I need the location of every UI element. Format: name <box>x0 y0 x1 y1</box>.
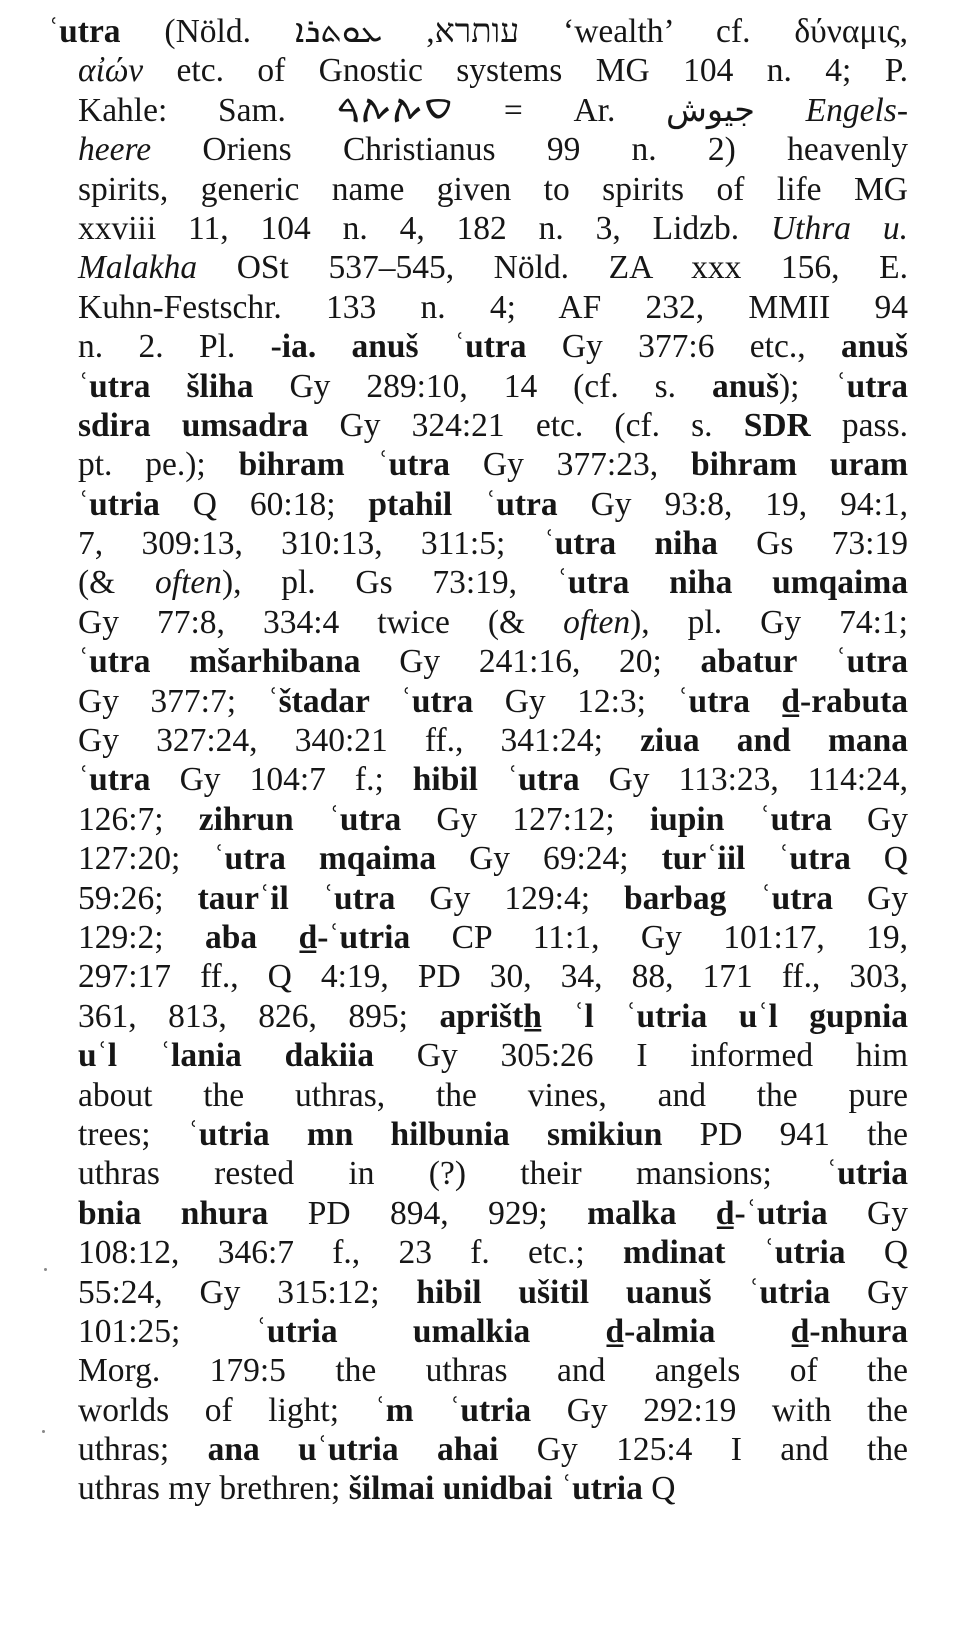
body-text: Gy 327:24, 340:21 ff., 341:24; <box>78 722 641 760</box>
entry-line <box>48 91 908 130</box>
entry-line <box>48 1469 908 1508</box>
body-text: PD 894, 929; <box>268 1194 588 1232</box>
headword-text: ʿutra <box>48 13 121 50</box>
body-text: Gy <box>827 1194 908 1232</box>
body-text: 361, 813, 826, 895; <box>78 997 440 1035</box>
headword-text: ptahil ʿutra <box>368 485 558 523</box>
entry-line <box>48 524 908 563</box>
body-text: 55:24, Gy 315:12; <box>78 1273 417 1311</box>
body-text: Gy <box>833 879 908 917</box>
entry-line <box>48 879 908 918</box>
body-text: Gy 104:7 f.; <box>150 761 413 799</box>
headword-text: abatur ʿutra <box>700 643 908 681</box>
entry-line <box>48 1076 908 1115</box>
entry-line <box>48 51 908 90</box>
entry-line <box>48 682 908 721</box>
italic-text: Uthra u. <box>770 209 908 247</box>
body-text: ); <box>779 367 836 405</box>
body-text: Q <box>845 1234 909 1272</box>
dictionary-entry <box>48 12 908 1509</box>
headword-text: ʿutria <box>78 485 160 523</box>
headword-text: malka d̲-ʿutria <box>587 1194 828 1232</box>
body-text: Gy 305:26 I informed him <box>373 1037 908 1075</box>
body-text: 7, 309:13, 310:13, 311:5; <box>78 525 544 563</box>
headword-text: ʿutra niha <box>543 525 718 563</box>
body-text: Q 60:18; <box>159 485 369 523</box>
body-text: n. 2. Pl. <box>78 328 271 366</box>
headword-text: ziua and mana <box>640 722 908 760</box>
headword-text: turʿiil ʿutra <box>661 840 851 878</box>
entry-line <box>48 130 908 169</box>
entry-line <box>48 760 908 799</box>
body-text: 127:20; <box>78 840 214 878</box>
headword-text: hibil ušitil uanuš ʿutria <box>416 1273 831 1311</box>
body-text: 108:12, 346:7 f., 23 f. etc.; <box>78 1234 624 1272</box>
body-text: 297:17 ff., Q 4:19, PD 30, 34, 88, 171 ff., 303, <box>78 958 908 996</box>
body-text: etc. of Gnostic systems MG 104 n. 4; P. <box>143 52 908 90</box>
entry-line <box>48 1312 908 1351</box>
body-text: Gy 289:10, 14 (cf. s. <box>253 367 712 405</box>
headword-text: ʿm ʿutria <box>374 1391 532 1429</box>
body-text: (& <box>78 564 155 602</box>
entry-line <box>48 406 908 445</box>
headword-text: uʿl ʿlania dakiia <box>78 1037 374 1075</box>
entry-line <box>48 800 908 839</box>
headword-text: bnia nhura <box>78 1194 269 1232</box>
body-text: Q <box>642 1470 676 1508</box>
body-text: trees; <box>78 1115 188 1153</box>
body-text: Gy 127:12; <box>401 800 650 838</box>
body-text: Gy 113:23, 114:24, <box>579 761 908 799</box>
body-text: Gy 77:8, 334:4 twice (& <box>78 603 564 641</box>
body-text: Gy <box>831 800 909 838</box>
headword-text: zihrun ʿutra <box>198 800 402 838</box>
entry-line <box>48 1154 908 1193</box>
headword-text: hibil ʿutra <box>412 761 580 799</box>
entry-line <box>48 1036 908 1075</box>
headword-text: ʿutria mn hilbunia smikiun <box>187 1115 663 1153</box>
body-text: OSt 537–545, Nöld. ZA xxx 156, E. <box>197 249 908 287</box>
body-text: 101:25; <box>78 1312 256 1350</box>
headword-text: ana uʿutria ahai <box>207 1431 499 1469</box>
italic-text: often <box>563 603 631 641</box>
headword-text: ʿutra <box>835 367 908 405</box>
body-text: Gy 241:16, 20; <box>360 643 701 681</box>
body-text: pt. pe.); <box>78 446 239 484</box>
entry-line <box>48 485 908 524</box>
body-text: Gy 129:4; <box>395 879 625 917</box>
body-text: Morg. 179:5 the uthras and angels of the <box>78 1352 908 1390</box>
headword-text: taurʿil ʿutra <box>197 879 396 917</box>
headword-text: ʿutra mqaima <box>213 840 437 878</box>
body-text: about the uthras, the vines, and the pure <box>78 1076 908 1114</box>
headword-text: bihram ʿutra <box>238 446 451 484</box>
body-text: Gy 377:6 etc., <box>526 328 841 366</box>
body-text: Oriens Christianus 99 n. 2) heavenly <box>151 131 908 169</box>
body-text: Gy 324:21 etc. (cf. s. <box>308 406 744 444</box>
headword-text: ʿutra <box>78 761 151 799</box>
headword-text: bihram uram <box>690 446 909 484</box>
headword-text: iupin ʿutra <box>649 800 832 838</box>
headword-text: aba d̲-ʿutria <box>205 918 411 956</box>
headword-text: anuš <box>711 367 780 405</box>
body-text: Kuhn-Festschr. 133 n. 4; AF 232, MMII 94 <box>78 288 908 326</box>
entry-line <box>48 1233 908 1272</box>
entry-line <box>48 1273 908 1312</box>
entry-line <box>48 603 908 642</box>
entry-line <box>48 1430 908 1469</box>
body-text: uthras; <box>78 1431 208 1469</box>
headword-text: ʿutra mšarhibana <box>78 643 361 681</box>
entry-line <box>48 997 908 1036</box>
body-text: Gy <box>830 1273 908 1311</box>
headword-text: -ia. <box>270 328 317 366</box>
entry-line <box>48 12 908 51</box>
italic-text: often <box>154 564 222 602</box>
headword-text: ʿštadar ʿutra <box>267 682 474 720</box>
body-text: PD 941 the <box>662 1115 909 1153</box>
italic-text: Engels- <box>805 91 908 129</box>
body-text <box>316 328 351 365</box>
italic-text: αἰών <box>78 52 144 90</box>
entry-line <box>48 642 908 681</box>
body-text: uthras rested in (?) their mansions; <box>78 1155 827 1193</box>
body-text: Gy 69:24; <box>436 840 662 878</box>
entry-line <box>48 170 908 209</box>
body-text: ), pl. Gy 74:1; <box>630 603 908 641</box>
entry-line <box>48 288 908 327</box>
body-text: 129:2; <box>78 918 206 956</box>
entry-line <box>48 563 908 602</box>
body-text: 59:26; <box>78 879 198 917</box>
italic-text: Malakha <box>78 249 198 287</box>
body-text: uthras my brethren; <box>78 1470 349 1508</box>
entry-line <box>48 1194 908 1233</box>
headword-text: aprišth̲ ʿl ʿutria uʿl gupnia <box>439 997 909 1035</box>
scan-speck <box>44 1268 47 1271</box>
body-text: worlds of light; <box>78 1391 375 1429</box>
headword-text: anuš ʿutra <box>351 328 527 366</box>
body-text: Gy 377:23, <box>450 446 691 484</box>
headword-text: mdinat ʿutria <box>623 1234 846 1272</box>
headword-text: SDR <box>743 406 811 444</box>
body-text: Gy 12:3; <box>473 682 678 720</box>
body-text: pass. <box>810 406 908 444</box>
entry-line <box>48 327 908 366</box>
body-text: 126:7; <box>78 800 199 838</box>
headword-text: šilmai unidbai ʿutria <box>348 1470 643 1508</box>
entry-line <box>48 1391 908 1430</box>
headword-text: ʿutria <box>826 1155 908 1193</box>
entry-line <box>48 1351 908 1390</box>
headword-text: ʿutra niha umqaima <box>556 564 909 602</box>
entry-line <box>48 957 908 996</box>
entry-line <box>48 918 908 957</box>
headword-text: barbag ʿutra <box>624 879 833 917</box>
body-text: spirits, generic name given to spirits of life MG <box>78 170 908 208</box>
body-text: xxviii 11, 104 n. 4, 182 n. 3, Lidzb. <box>78 209 771 247</box>
entry-line <box>48 1115 908 1154</box>
entry-line <box>48 209 908 248</box>
scan-speck <box>42 1430 45 1433</box>
headword-text: anuš <box>840 328 908 366</box>
headword-text: sdira umsadra <box>78 406 309 444</box>
italic-text: heere <box>78 131 152 169</box>
body-text: Gs 73:19 <box>717 525 908 563</box>
entry-line <box>48 445 908 484</box>
body-text: Gy 292:19 with the <box>531 1391 908 1429</box>
headword-text: ʿutria umalkia d̲-almia d̲-nhura <box>255 1312 908 1350</box>
entry-line <box>48 367 908 406</box>
headword-text: ʿutra šliha <box>78 367 254 405</box>
body-text: ), pl. Gs 73:19, <box>221 564 557 602</box>
body-text: Gy 125:4 I and the <box>498 1431 908 1469</box>
body-text: CP 11:1, Gy 101:17, 19, <box>410 918 908 956</box>
body-text: Gy 377:7; <box>78 682 268 720</box>
body-text: Q <box>850 840 909 878</box>
body-text: Kahle: Sam. ࠏࠕࠕࠓ = Ar. جيوش <box>78 91 806 129</box>
entry-line <box>48 839 908 878</box>
entry-line <box>48 721 908 760</box>
entry-line <box>48 248 908 287</box>
body-text: (Nöld. עותרא, ܥܘܬܪܐ ‘wealth’ cf. δύναμις, <box>120 13 909 50</box>
body-text: Gy 93:8, 19, 94:1, <box>557 485 909 523</box>
headword-text: ʿutra d̲-rabuta <box>677 682 908 720</box>
